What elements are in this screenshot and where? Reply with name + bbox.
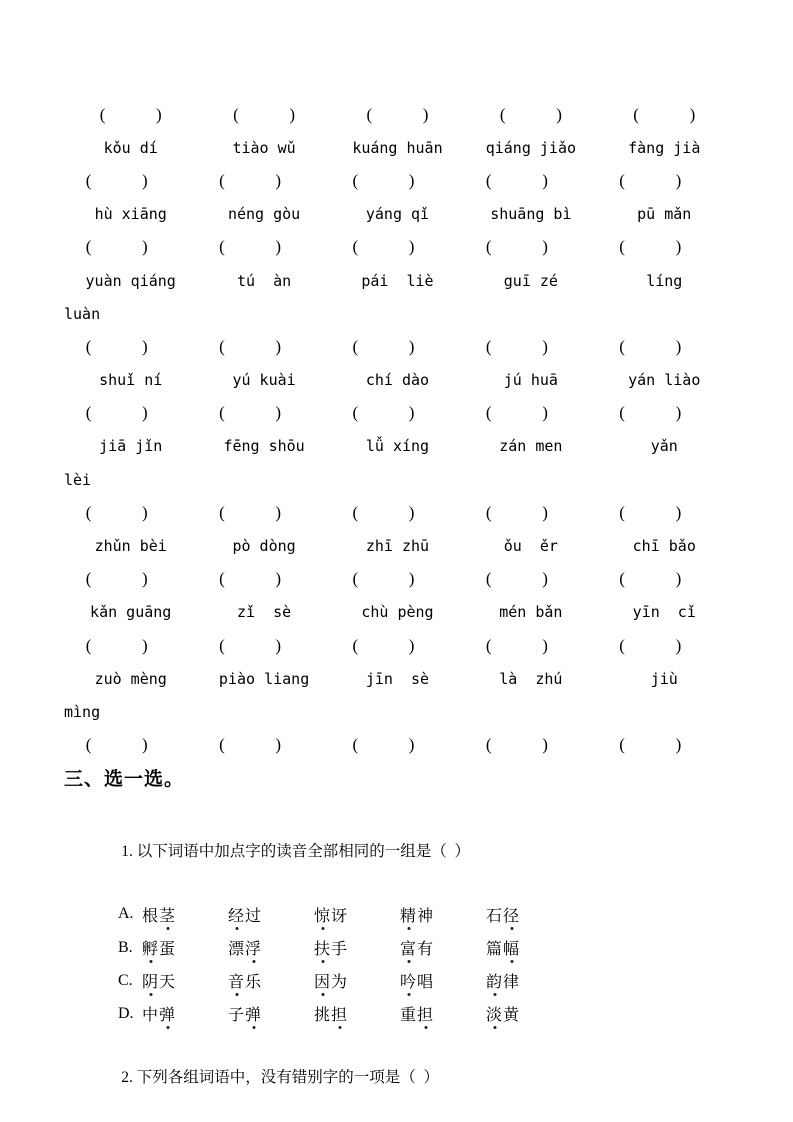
- answer-parens: ( ): [352, 237, 415, 257]
- answer-parens: ( ): [352, 735, 415, 755]
- answer-blank-cell: [183, 569, 316, 589]
- answer-blank-cell: [317, 636, 450, 656]
- option-word: [142, 1002, 228, 1025]
- pinyin-cell: [598, 437, 731, 455]
- answer-blanks-row: [50, 629, 717, 662]
- emphasized-char: 弹: [159, 1002, 176, 1025]
- pinyin-word: là zhú: [499, 669, 563, 688]
- pinyin-word: kǎn guāng: [90, 603, 172, 622]
- pinyin-cell: [464, 205, 597, 223]
- pinyin-word: yuàn qiáng: [85, 271, 176, 290]
- pinyin-cell: [64, 437, 197, 455]
- answer-blanks-row: [50, 231, 717, 264]
- answer-blank-cell: [450, 569, 583, 589]
- answer-parens: ( ): [485, 336, 548, 356]
- answer-blank-cell: [183, 171, 316, 191]
- pinyin-word: fàng jià: [628, 138, 701, 157]
- answer-blank-cell: [331, 105, 464, 125]
- answer-parens: ( ): [366, 104, 429, 124]
- pinyin-continuation: luàn: [64, 304, 101, 323]
- char: 蛋: [159, 941, 177, 959]
- answer-blanks-row: [50, 563, 717, 596]
- answer-blanks-row: [50, 496, 717, 529]
- pinyin-cell: [64, 205, 197, 223]
- pinyin-word: hù xiāng: [94, 205, 167, 224]
- answer-parens: ( ): [219, 735, 282, 755]
- emphasized-char: 担: [417, 1002, 434, 1025]
- answer-parens: ( ): [85, 237, 148, 257]
- pinyin-word: pò dòng: [232, 537, 296, 556]
- answer-blank-cell: [183, 503, 316, 523]
- answer-blank-cell: [464, 105, 597, 125]
- char: 根: [142, 907, 160, 925]
- answer-blanks-row: [50, 164, 717, 197]
- answer-parens: ( ): [85, 403, 148, 423]
- emphasized-char: 扶: [314, 936, 331, 959]
- pinyin-continuation-row: [64, 695, 731, 728]
- emphasized-char: 担: [331, 1002, 348, 1025]
- answer-parens: ( ): [352, 635, 415, 655]
- emphasized-char: 径: [503, 903, 520, 926]
- option-word: [486, 903, 572, 926]
- answer-blank-cell: [317, 171, 450, 191]
- option-word: [314, 1002, 400, 1025]
- option-word: [486, 969, 572, 992]
- answer-parens: ( ): [619, 569, 682, 589]
- char: 天: [159, 974, 177, 992]
- pinyin-word: zán men: [499, 437, 563, 456]
- option-word: [400, 936, 486, 959]
- pinyin-cell: [464, 603, 597, 621]
- emphasized-char: 韵: [486, 969, 503, 992]
- answer-blank-cell: [183, 237, 316, 257]
- pinyin-row: [64, 198, 731, 231]
- pinyin-cell: [197, 205, 330, 223]
- answer-parens: ( ): [619, 170, 682, 190]
- pinyin-word: yán liào: [628, 371, 701, 390]
- answer-blank-cell: [598, 105, 731, 125]
- answer-parens: ( ): [485, 569, 548, 589]
- pinyin-cell: [331, 603, 464, 621]
- option-word: [400, 1002, 486, 1025]
- question-2-text: 2. 下列各组词语中，没有错别字的一项是（ ）: [121, 1068, 440, 1086]
- answer-blank-cell: [317, 569, 450, 589]
- pinyin-cell: [331, 139, 464, 157]
- emphasized-char: 富: [400, 936, 417, 959]
- pinyin-word: jiā jǐn: [99, 437, 163, 456]
- pinyin-word: zhǔn bèi: [94, 537, 167, 556]
- option-word: [486, 1002, 572, 1025]
- answer-blank-cell: [317, 237, 450, 257]
- char: 律: [503, 974, 521, 992]
- question-2: [98, 1045, 731, 1111]
- pinyin-word: yú kuài: [232, 371, 296, 390]
- answer-blank-cell: [450, 503, 583, 523]
- char: 黄: [503, 1007, 521, 1025]
- answer-blank-cell: [50, 403, 183, 423]
- answer-blank-cell: [584, 171, 717, 191]
- question-1-text: 1. 以下词语中加点字的读音全部相同的一组是（ ）: [121, 842, 471, 860]
- emphasized-char: 经: [228, 903, 245, 926]
- pinyin-cell: [64, 371, 197, 389]
- pinyin-cell: [331, 371, 464, 389]
- answer-parens: ( ): [85, 502, 148, 522]
- answer-parens: ( ): [219, 502, 282, 522]
- answer-parens: ( ): [485, 735, 548, 755]
- option-letter: B.: [118, 938, 133, 956]
- pinyin-cell: [331, 537, 464, 555]
- option-row: [118, 997, 731, 1030]
- answer-blank-cell: [64, 105, 197, 125]
- emphasized-char: 幅: [503, 936, 520, 959]
- option-word: [142, 969, 228, 992]
- answer-blank-cell: [584, 237, 717, 257]
- pinyin-row: [64, 596, 731, 629]
- answer-blank-cell: [584, 337, 717, 357]
- answer-parens: ( ): [619, 635, 682, 655]
- pinyin-cell: [64, 537, 197, 555]
- answer-blank-cell: [450, 337, 583, 357]
- answer-parens: ( ): [219, 635, 282, 655]
- emphasized-char: 精: [400, 903, 417, 926]
- answer-parens: ( ): [619, 735, 682, 755]
- pinyin-word: yáng qǐ: [365, 205, 430, 224]
- pinyin-cell: [464, 537, 597, 555]
- pinyin-word: yīn cǐ: [632, 603, 696, 622]
- answer-parens: ( ): [233, 104, 296, 124]
- char: 重: [400, 1007, 418, 1025]
- pinyin-cell: [197, 371, 330, 389]
- answer-blank-cell: [450, 636, 583, 656]
- char: 神: [417, 907, 435, 925]
- pinyin-word: tiào wǔ: [232, 138, 296, 157]
- pinyin-cell: [464, 437, 597, 455]
- option-word: [142, 936, 228, 959]
- answer-parens: ( ): [85, 635, 148, 655]
- pinyin-word: piào liang: [218, 669, 310, 688]
- option-row: [118, 931, 731, 964]
- pinyin-cell: [464, 371, 597, 389]
- answer-parens: ( ): [85, 735, 148, 755]
- pinyin-cell: [197, 139, 330, 157]
- char: 为: [331, 974, 349, 992]
- answer-parens: ( ): [485, 403, 548, 423]
- answer-parens: ( ): [219, 569, 282, 589]
- answer-blank-cell: [50, 337, 183, 357]
- option-word: [228, 1002, 314, 1025]
- answer-blank-cell: [50, 569, 183, 589]
- pinyin-word: kǒu dí: [103, 138, 158, 157]
- pinyin-cell: [197, 437, 330, 455]
- option-word: [228, 903, 314, 926]
- answer-blank-cell: [183, 636, 316, 656]
- option-word: [142, 903, 228, 926]
- answer-parens: ( ): [85, 170, 148, 190]
- pinyin-word: jú huā: [503, 371, 558, 390]
- answer-blank-cell: [317, 503, 450, 523]
- answer-parens: ( ): [485, 237, 548, 257]
- section-heading: 三、选一选。: [64, 768, 185, 790]
- pinyin-row: [64, 662, 731, 695]
- answer-parens: ( ): [219, 170, 282, 190]
- pinyin-continuation: mìng: [64, 702, 101, 721]
- option-word: [486, 936, 572, 959]
- char: 篇: [486, 941, 504, 959]
- answer-parens: ( ): [619, 502, 682, 522]
- answer-blank-cell: [584, 569, 717, 589]
- char: 过: [245, 907, 263, 925]
- answer-blank-cell: [183, 403, 316, 423]
- pinyin-word: zuò mèng: [94, 669, 167, 688]
- pinyin-word: tú àn: [236, 271, 292, 290]
- answer-parens: ( ): [352, 170, 415, 190]
- pinyin-word: guī zé: [503, 271, 558, 290]
- answer-blank-cell: [584, 735, 717, 755]
- emphasized-char: 孵: [142, 936, 159, 959]
- emphasized-char: 惊: [314, 903, 331, 926]
- char: 石: [486, 907, 504, 925]
- option-word: [228, 969, 314, 992]
- char: 唱: [417, 974, 435, 992]
- answer-parens: ( ): [85, 336, 148, 356]
- answer-parens: ( ): [485, 170, 548, 190]
- pinyin-cell: [598, 537, 731, 555]
- question-1-options: [64, 898, 731, 1031]
- pinyin-cell: [464, 139, 597, 157]
- answer-blank-cell: [50, 636, 183, 656]
- pinyin-cell: [64, 139, 197, 157]
- emphasized-char: 音: [228, 969, 245, 992]
- pinyin-word: pái liè: [361, 271, 434, 290]
- pinyin-word: yǎn: [650, 437, 678, 456]
- pinyin-cell: [598, 205, 731, 223]
- answer-parens: ( ): [99, 104, 162, 124]
- pinyin-word: shuǐ ní: [99, 371, 163, 390]
- pinyin-word: zǐ sè: [236, 603, 292, 622]
- pinyin-cell: [464, 670, 597, 688]
- pinyin-cell: [197, 603, 330, 621]
- answer-blank-cell: [450, 171, 583, 191]
- answer-parens: ( ): [219, 237, 282, 257]
- pinyin-cell: [331, 205, 464, 223]
- answer-parens: ( ): [352, 336, 415, 356]
- pinyin-exercise-section: [64, 98, 731, 762]
- pinyin-cell: [197, 272, 330, 290]
- answer-blank-cell: [50, 503, 183, 523]
- char: 乐: [245, 974, 263, 992]
- pinyin-cell: [64, 272, 197, 290]
- option-word: [400, 969, 486, 992]
- pinyin-cell: [598, 603, 731, 621]
- option-word: [314, 969, 400, 992]
- pinyin-cell: [197, 537, 330, 555]
- pinyin-word: néng gòu: [227, 205, 301, 224]
- answer-blank-cell: [584, 403, 717, 423]
- pinyin-continuation-row: [64, 463, 731, 496]
- pinyin-word: chù pèng: [361, 603, 434, 622]
- pinyin-row: [64, 529, 731, 562]
- answer-blanks-row: [50, 729, 717, 762]
- pinyin-word: fēng shōu: [223, 437, 305, 456]
- char: 漂: [228, 941, 246, 959]
- answer-blank-cell: [450, 237, 583, 257]
- option-word: [314, 903, 400, 926]
- emphasized-char: 弹: [245, 1002, 262, 1025]
- option-letter: D.: [118, 1004, 134, 1022]
- pinyin-cell: [64, 603, 197, 621]
- pinyin-continuation: lèi: [64, 470, 92, 489]
- pinyin-word: ǒu ěr: [503, 537, 558, 556]
- pinyin-word: qiáng jiǎo: [485, 138, 577, 157]
- option-letter: A.: [118, 905, 134, 923]
- pinyin-row: [64, 430, 731, 463]
- answer-parens: ( ): [619, 237, 682, 257]
- question-1: [98, 819, 731, 885]
- answer-parens: ( ): [352, 502, 415, 522]
- emphasized-char: 阴: [142, 969, 159, 992]
- option-row: [118, 964, 731, 997]
- pinyin-cell: [598, 272, 731, 290]
- answer-blank-cell: [450, 735, 583, 755]
- pinyin-cell: [331, 670, 464, 688]
- pinyin-word: jiù: [650, 669, 678, 688]
- emphasized-char: 茎: [159, 903, 176, 926]
- pinyin-word: kuáng huān: [352, 138, 443, 157]
- answer-parens: ( ): [485, 502, 548, 522]
- pinyin-cell: [598, 670, 731, 688]
- emphasized-char: 淡: [486, 1002, 503, 1025]
- answer-blanks-row: [64, 98, 731, 131]
- answer-parens: ( ): [219, 336, 282, 356]
- pinyin-word: líng: [646, 271, 683, 290]
- option-word: [314, 936, 400, 959]
- pinyin-word: pū mǎn: [637, 205, 692, 224]
- answer-blank-cell: [584, 503, 717, 523]
- char: 手: [331, 941, 349, 959]
- char: 挑: [314, 1007, 332, 1025]
- emphasized-char: 浮: [245, 936, 262, 959]
- pinyin-row: [64, 364, 731, 397]
- emphasized-char: 吟: [400, 969, 417, 992]
- answer-blank-cell: [584, 636, 717, 656]
- answer-parens: ( ): [352, 403, 415, 423]
- pinyin-word: lǚ xíng: [365, 437, 430, 456]
- answer-blank-cell: [450, 403, 583, 423]
- answer-blank-cell: [50, 237, 183, 257]
- answer-parens: ( ): [499, 104, 562, 124]
- option-row: [118, 898, 731, 931]
- emphasized-char: 因: [314, 969, 331, 992]
- char: 子: [228, 1007, 246, 1025]
- option-word: [400, 903, 486, 926]
- pinyin-cell: [464, 272, 597, 290]
- answer-parens: ( ): [352, 569, 415, 589]
- pinyin-word: mén bǎn: [499, 603, 563, 622]
- answer-blanks-row: [50, 397, 717, 430]
- char: 有: [417, 941, 435, 959]
- pinyin-continuation-row: [64, 297, 731, 330]
- answer-blank-cell: [197, 105, 330, 125]
- answer-parens: ( ): [633, 104, 696, 124]
- pinyin-cell: [197, 670, 330, 688]
- option-letter: C.: [118, 971, 133, 989]
- pinyin-cell: [598, 139, 731, 157]
- option-word: [228, 936, 314, 959]
- answer-parens: ( ): [219, 403, 282, 423]
- pinyin-row: [64, 264, 731, 297]
- answer-parens: ( ): [485, 635, 548, 655]
- pinyin-cell: [598, 371, 731, 389]
- answer-blank-cell: [183, 735, 316, 755]
- char: 讶: [331, 907, 349, 925]
- worksheet-content: [64, 98, 731, 1111]
- answer-blank-cell: [50, 735, 183, 755]
- pinyin-word: zhī zhū: [365, 537, 430, 556]
- pinyin-word: jīn sè: [365, 669, 430, 688]
- answer-blank-cell: [317, 735, 450, 755]
- pinyin-cell: [331, 272, 464, 290]
- answer-blank-cell: [50, 171, 183, 191]
- pinyin-word: chí dào: [365, 371, 430, 390]
- pinyin-word: chī bǎo: [632, 537, 696, 556]
- pinyin-word: shuāng bì: [490, 205, 572, 224]
- answer-blank-cell: [183, 337, 316, 357]
- answer-blank-cell: [317, 337, 450, 357]
- answer-parens: ( ): [619, 403, 682, 423]
- pinyin-cell: [331, 437, 464, 455]
- answer-parens: ( ): [85, 569, 148, 589]
- answer-parens: ( ): [619, 336, 682, 356]
- answer-blanks-row: [50, 330, 717, 363]
- answer-blank-cell: [317, 403, 450, 423]
- pinyin-cell: [64, 670, 197, 688]
- pinyin-row: [64, 131, 731, 164]
- char: 中: [142, 1007, 160, 1025]
